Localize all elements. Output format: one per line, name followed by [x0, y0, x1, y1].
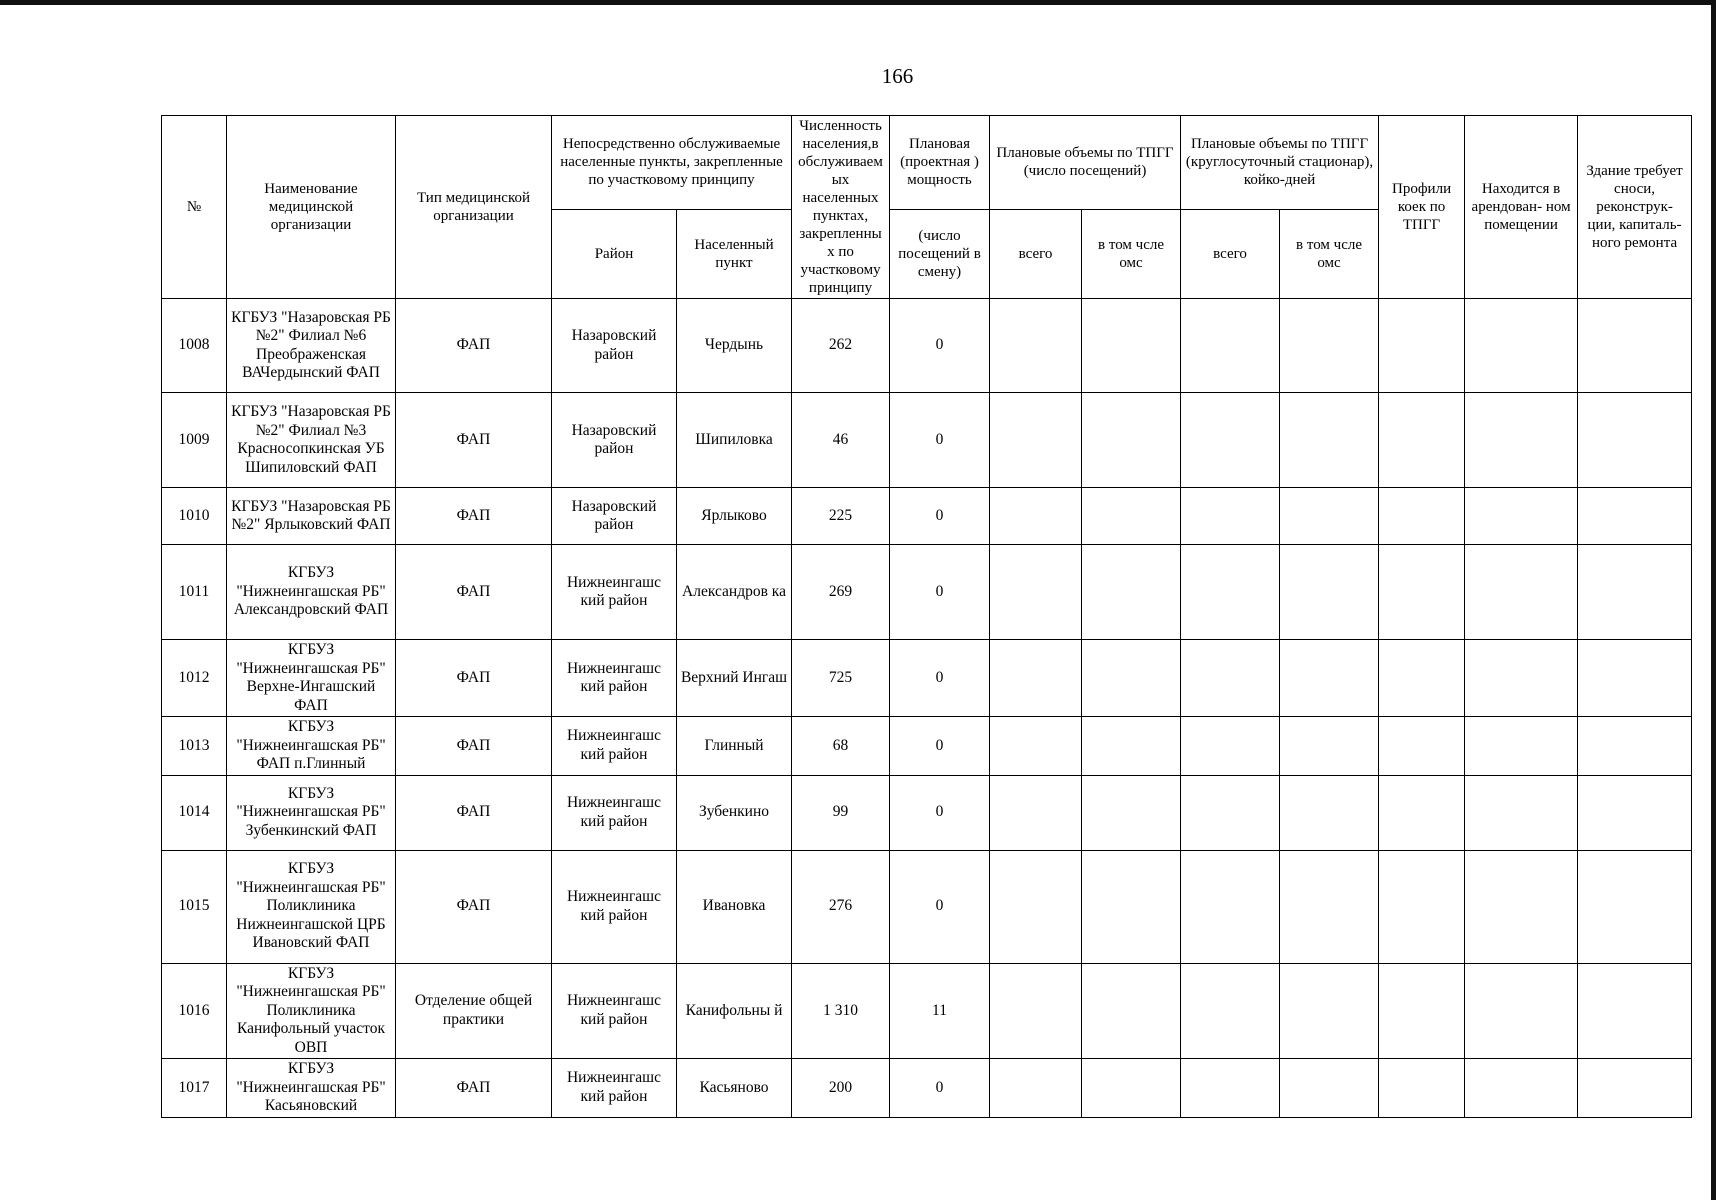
capacity-cell: 0: [890, 850, 990, 963]
empty-cell: [1082, 775, 1181, 850]
capacity-cell: 0: [890, 775, 990, 850]
empty-cell: [990, 640, 1082, 717]
empty-cell: [1280, 393, 1379, 488]
population-cell: 200: [792, 1059, 890, 1118]
empty-cell: [1082, 393, 1181, 488]
district-cell: Назаровский район: [552, 488, 677, 545]
empty-cell: [1465, 640, 1578, 717]
org-type-cell: ФАП: [396, 1059, 552, 1118]
header-building-repair: Здание требует сноси, реконструк- ции, капиталь- ного ремонта: [1578, 116, 1692, 299]
empty-cell: [990, 488, 1082, 545]
district-cell: Нижнеингашс кий район: [552, 717, 677, 776]
empty-cell: [1578, 488, 1692, 545]
empty-cell: [1578, 393, 1692, 488]
settlement-cell: Шипиловка: [677, 393, 792, 488]
header-population: Численность населения,в обслуживаем ых населенных пунктах, закрепленны х по участковому принципу: [792, 116, 890, 299]
empty-cell: [1578, 850, 1692, 963]
settlement-cell: Ярлыково: [677, 488, 792, 545]
row-number: 1013: [162, 717, 227, 776]
org-name-cell: КГБУЗ "Нижнеингашская РБ" ФАП п.Глинный: [227, 717, 396, 776]
empty-cell: [1280, 775, 1379, 850]
empty-cell: [990, 545, 1082, 640]
empty-cell: [1465, 1059, 1578, 1118]
empty-cell: [1082, 299, 1181, 393]
header-capacity-unit: (число посещений в смену): [890, 209, 990, 298]
empty-cell: [1181, 640, 1280, 717]
empty-cell: [1379, 299, 1465, 393]
org-type-cell: ФАП: [396, 775, 552, 850]
row-number: 1015: [162, 850, 227, 963]
empty-cell: [1465, 775, 1578, 850]
org-name-cell: КГБУЗ "Нижнеингашская РБ" Поликлиника Нижнеингашской ЦРБ Ивановский ФАП: [227, 850, 396, 963]
empty-cell: [1082, 1059, 1181, 1118]
page-number: 166: [881, 64, 914, 88]
district-cell: Нижнеингашс кий район: [552, 640, 677, 717]
row-number: 1014: [162, 775, 227, 850]
empty-cell: [1181, 545, 1280, 640]
header-visits-total: всего: [990, 209, 1082, 298]
empty-cell: [1465, 545, 1578, 640]
empty-cell: [1181, 393, 1280, 488]
empty-cell: [1280, 717, 1379, 776]
scan-edge-right: [1711, 0, 1716, 1200]
empty-cell: [1280, 963, 1379, 1059]
empty-cell: [1578, 299, 1692, 393]
row-number: 1009: [162, 393, 227, 488]
settlement-cell: Ивановка: [677, 850, 792, 963]
population-cell: 276: [792, 850, 890, 963]
empty-cell: [1280, 488, 1379, 545]
empty-cell: [1578, 1059, 1692, 1118]
empty-cell: [990, 1059, 1082, 1118]
table-row: [162, 1059, 1692, 1118]
table-row: [162, 775, 1692, 850]
empty-cell: [1280, 545, 1379, 640]
org-name-cell: КГБУЗ "Нижнеингашская РБ" Поликлиника Канифольный участок ОВП: [227, 963, 396, 1059]
population-cell: 68: [792, 717, 890, 776]
header-capacity: Плановая (проектная ) мощность: [890, 116, 990, 210]
empty-cell: [1181, 717, 1280, 776]
row-number: 1010: [162, 488, 227, 545]
settlement-cell: Канифольны й: [677, 963, 792, 1059]
row-number: 1012: [162, 640, 227, 717]
org-name-cell: КГБУЗ "Нижнеингашская РБ" Верхне-Ингашский ФАП: [227, 640, 396, 717]
org-name-cell: КГБУЗ "Нижнеингашская РБ" Зубенкинский ФАП: [227, 775, 396, 850]
empty-cell: [990, 299, 1082, 393]
empty-cell: [1379, 393, 1465, 488]
header-tpgg-hospital: Плановые объемы по ТПГГ (круглосуточный стационар), койко-дней: [1181, 116, 1379, 210]
empty-cell: [1181, 1059, 1280, 1118]
empty-cell: [1379, 963, 1465, 1059]
population-cell: 725: [792, 640, 890, 717]
empty-cell: [1465, 850, 1578, 963]
empty-cell: [1181, 963, 1280, 1059]
header-district: Район: [552, 209, 677, 298]
table-row: [162, 488, 1692, 545]
org-name-cell: КГБУЗ "Назаровская РБ №2" Филиал №6 Преображенская ВАЧердынский ФАП: [227, 299, 396, 393]
empty-cell: [1082, 488, 1181, 545]
header-rented: Находится в арендован- ном помещении: [1465, 116, 1578, 299]
settlement-cell: Александров ка: [677, 545, 792, 640]
header-hospital-total: всего: [1181, 209, 1280, 298]
empty-cell: [1082, 717, 1181, 776]
empty-cell: [1465, 717, 1578, 776]
registry-table: [161, 115, 1692, 1118]
empty-cell: [1465, 963, 1578, 1059]
table-row: [162, 850, 1692, 963]
empty-cell: [1280, 640, 1379, 717]
capacity-cell: 0: [890, 393, 990, 488]
capacity-cell: 0: [890, 545, 990, 640]
org-type-cell: ФАП: [396, 488, 552, 545]
empty-cell: [1280, 299, 1379, 393]
header-served-points: Непосредственно обслуживаемые населенные пункты, закрепленные по участковому принципу: [552, 116, 792, 210]
empty-cell: [1379, 640, 1465, 717]
empty-cell: [1465, 393, 1578, 488]
header-org-type: Тип медицинской организации: [396, 116, 552, 299]
empty-cell: [1578, 963, 1692, 1059]
org-name-cell: КГБУЗ "Нижнеингашская РБ" Александровский ФАП: [227, 545, 396, 640]
header-hospital-oms: в том чсле омс: [1280, 209, 1379, 298]
org-name-cell: КГБУЗ "Нижнеингашская РБ" Касьяновский: [227, 1059, 396, 1118]
capacity-cell: 0: [890, 717, 990, 776]
org-type-cell: ФАП: [396, 299, 552, 393]
capacity-cell: 0: [890, 299, 990, 393]
header-bed-profiles: Профили коек по ТПГГ: [1379, 116, 1465, 299]
table-row: [162, 545, 1692, 640]
population-cell: 269: [792, 545, 890, 640]
empty-cell: [1578, 640, 1692, 717]
header-visits-oms: в том чсле омс: [1082, 209, 1181, 298]
org-type-cell: ФАП: [396, 545, 552, 640]
capacity-cell: 0: [890, 640, 990, 717]
empty-cell: [990, 850, 1082, 963]
header-org-name: Наименование медицинской организации: [227, 116, 396, 299]
population-cell: 46: [792, 393, 890, 488]
empty-cell: [1379, 775, 1465, 850]
district-cell: Назаровский район: [552, 299, 677, 393]
empty-cell: [1379, 850, 1465, 963]
table-row: [162, 393, 1692, 488]
settlement-cell: Зубенкино: [677, 775, 792, 850]
population-cell: 225: [792, 488, 890, 545]
empty-cell: [1465, 488, 1578, 545]
population-cell: 99: [792, 775, 890, 850]
capacity-cell: 0: [890, 1059, 990, 1118]
empty-cell: [990, 393, 1082, 488]
empty-cell: [1181, 850, 1280, 963]
org-name-cell: КГБУЗ "Назаровская РБ №2" Филиал №3 Красносопкинская УБ Шипиловский ФАП: [227, 393, 396, 488]
empty-cell: [990, 775, 1082, 850]
population-cell: 1 310: [792, 963, 890, 1059]
empty-cell: [990, 963, 1082, 1059]
settlement-cell: Чердынь: [677, 299, 792, 393]
header-num: №: [162, 116, 227, 299]
district-cell: Нижнеингашс кий район: [552, 963, 677, 1059]
empty-cell: [1082, 963, 1181, 1059]
org-name-cell: КГБУЗ "Назаровская РБ №2" Ярлыковский ФАП: [227, 488, 396, 545]
district-cell: Нижнеингашс кий район: [552, 1059, 677, 1118]
scan-edge-top: [0, 0, 1716, 5]
org-type-cell: ФАП: [396, 393, 552, 488]
empty-cell: [1379, 488, 1465, 545]
empty-cell: [1181, 775, 1280, 850]
table-row: [162, 717, 1692, 776]
header-settlement: Населенный пункт: [677, 209, 792, 298]
table-body: [162, 299, 1692, 1118]
empty-cell: [1379, 545, 1465, 640]
empty-cell: [1379, 717, 1465, 776]
empty-cell: [1082, 640, 1181, 717]
empty-cell: [1280, 1059, 1379, 1118]
empty-cell: [990, 717, 1082, 776]
org-type-cell: ФАП: [396, 640, 552, 717]
empty-cell: [1578, 775, 1692, 850]
table-row: [162, 963, 1692, 1059]
population-cell: 262: [792, 299, 890, 393]
capacity-cell: 11: [890, 963, 990, 1059]
table-row: [162, 299, 1692, 393]
table-row: [162, 640, 1692, 717]
empty-cell: [1082, 545, 1181, 640]
settlement-cell: Касьяново: [677, 1059, 792, 1118]
org-type-cell: Отделение общей практики: [396, 963, 552, 1059]
district-cell: Нижнеингашс кий район: [552, 775, 677, 850]
org-type-cell: ФАП: [396, 850, 552, 963]
district-cell: Нижнеингашс кий район: [552, 545, 677, 640]
org-type-cell: ФАП: [396, 717, 552, 776]
capacity-cell: 0: [890, 488, 990, 545]
empty-cell: [1578, 545, 1692, 640]
row-number: 1016: [162, 963, 227, 1059]
header-tpgg-visits: Плановые объемы по ТПГГ (число посещений): [990, 116, 1181, 210]
district-cell: Назаровский район: [552, 393, 677, 488]
empty-cell: [1379, 1059, 1465, 1118]
settlement-cell: Глинный: [677, 717, 792, 776]
empty-cell: [1578, 717, 1692, 776]
empty-cell: [1280, 850, 1379, 963]
settlement-cell: Верхний Ингаш: [677, 640, 792, 717]
row-number: 1008: [162, 299, 227, 393]
empty-cell: [1181, 299, 1280, 393]
empty-cell: [1082, 850, 1181, 963]
district-cell: Нижнеингашс кий район: [552, 850, 677, 963]
row-number: 1017: [162, 1059, 227, 1118]
empty-cell: [1181, 488, 1280, 545]
row-number: 1011: [162, 545, 227, 640]
empty-cell: [1465, 299, 1578, 393]
